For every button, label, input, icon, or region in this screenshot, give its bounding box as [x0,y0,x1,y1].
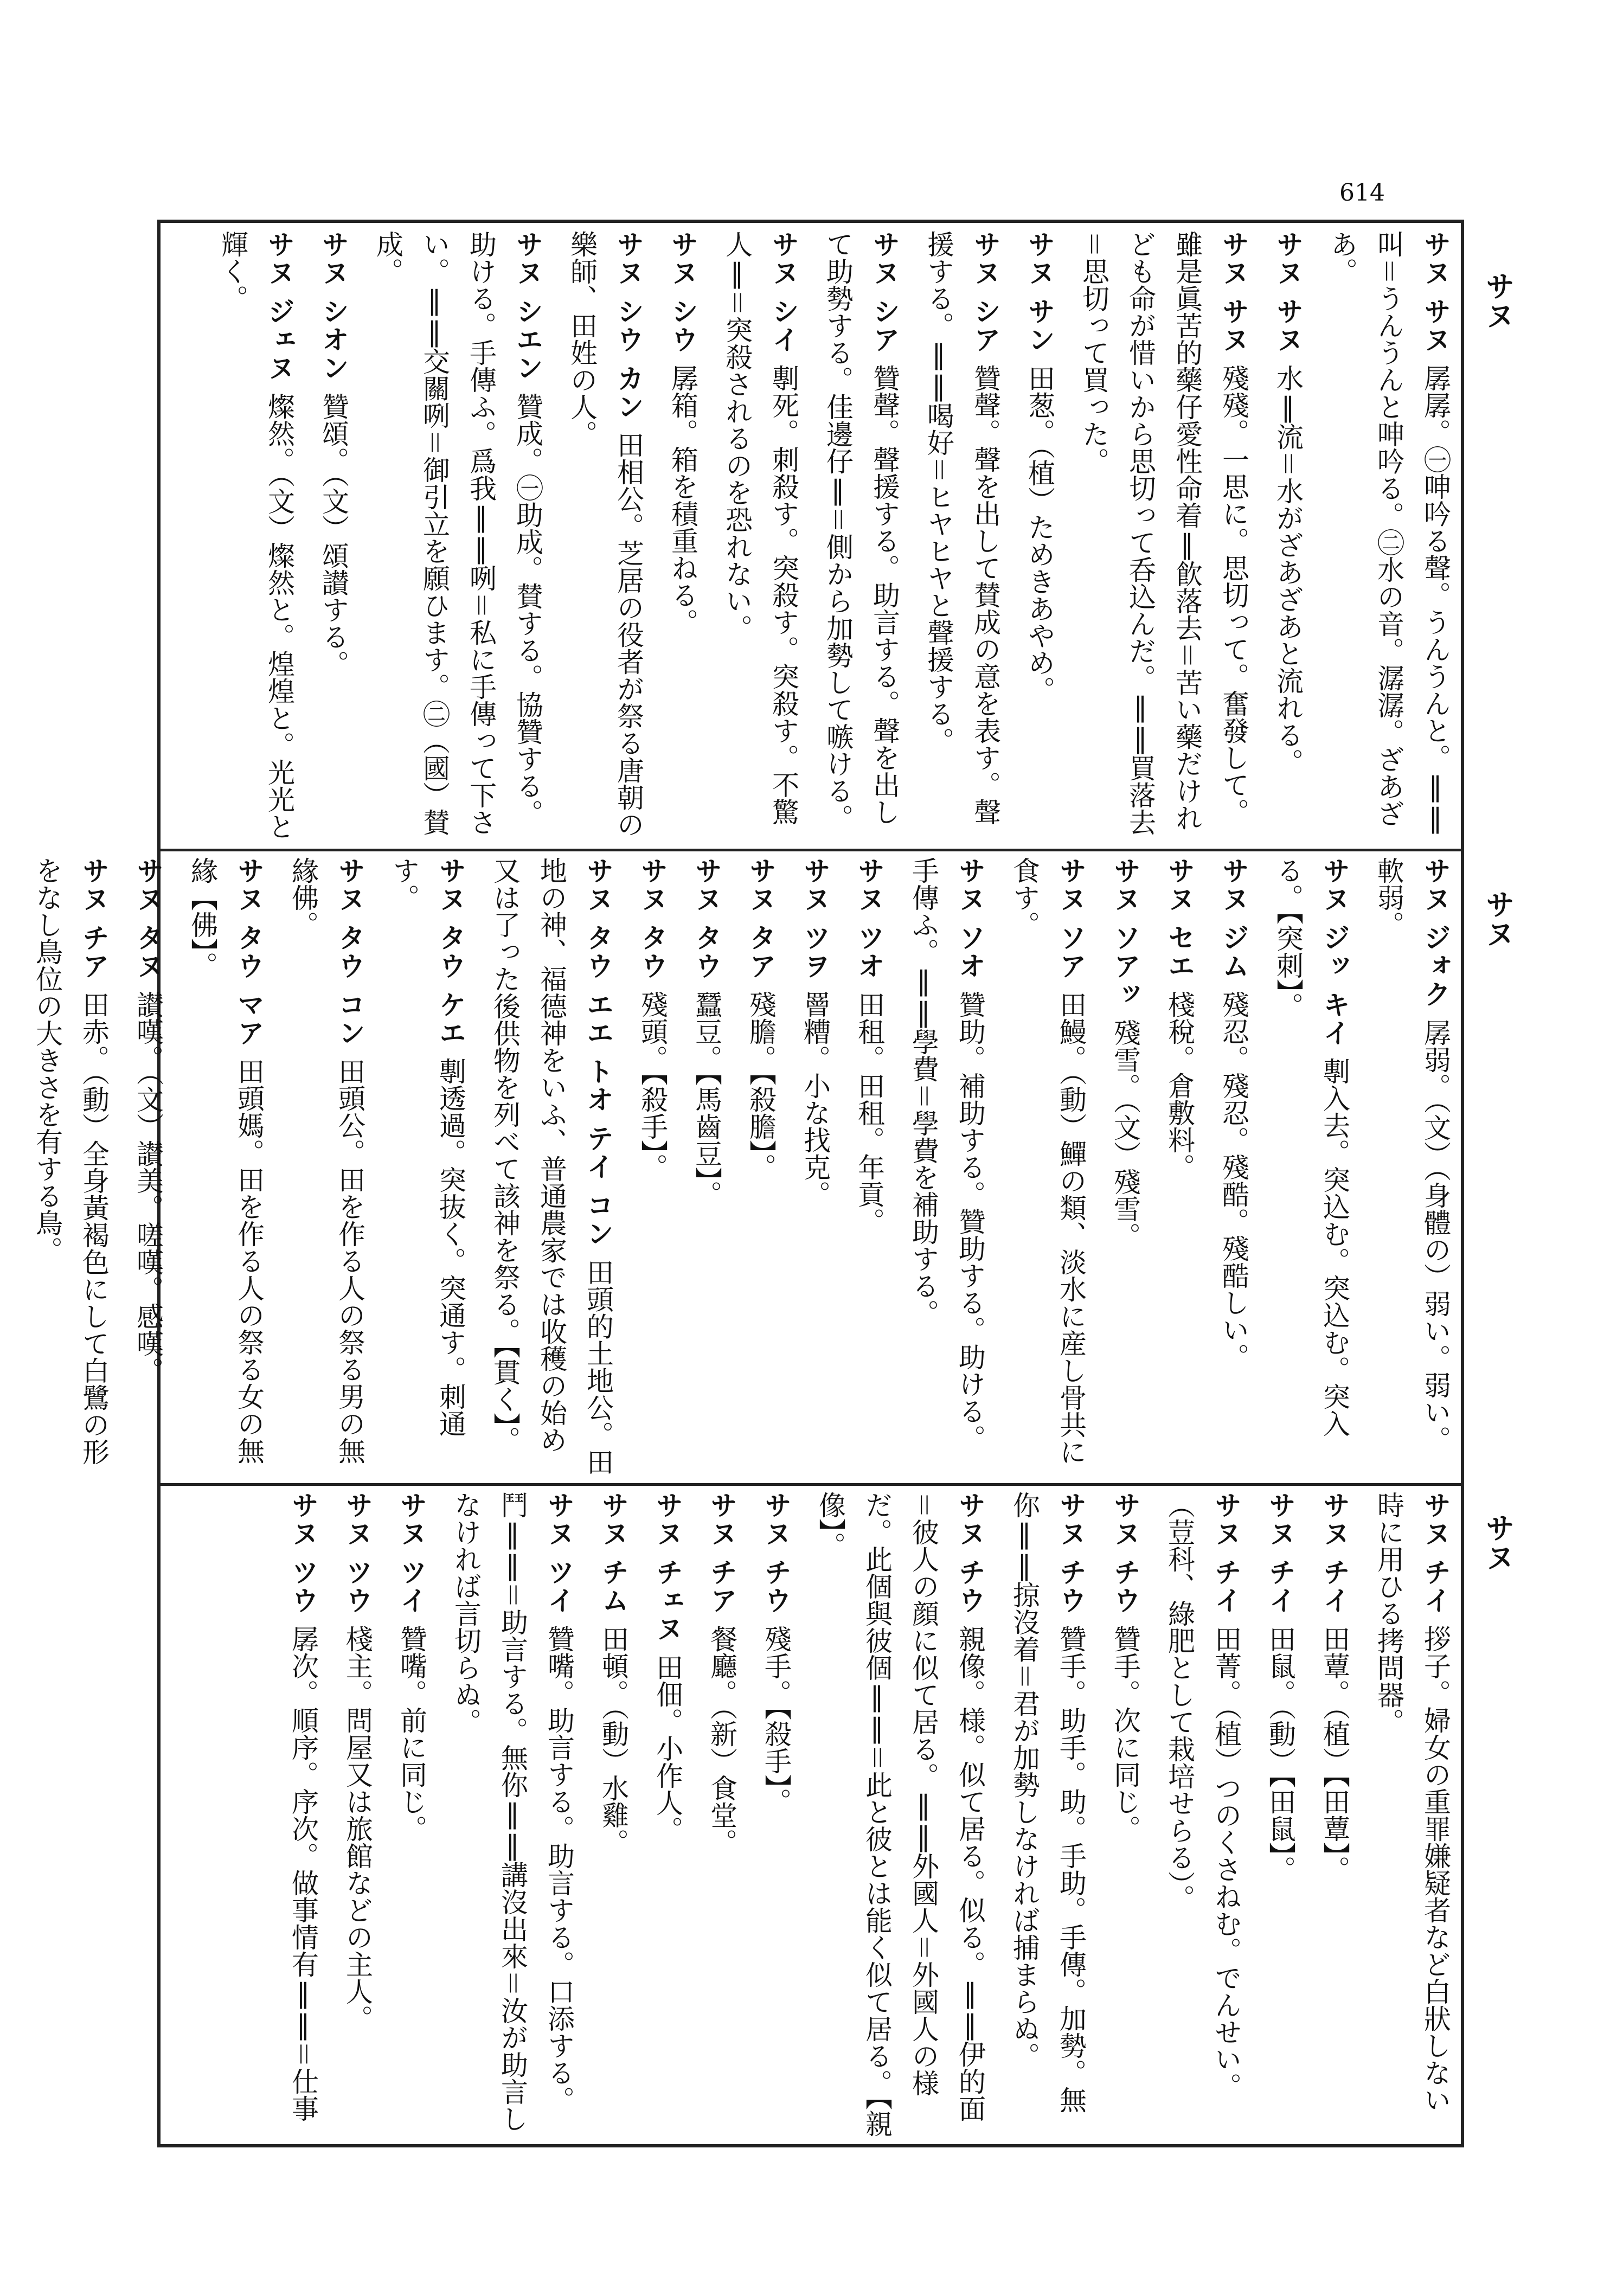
entry-definition: 棧主。問屋又は旅館などの主人。 [342,1625,373,2032]
entry-definition: 剸死。刺殺す。突殺す。突殺す。不驚人‖＝突殺されるのを恐れない。 [721,230,799,825]
entry-definition: 田頭公。田を作る人の祭る男の無緣佛。 [287,857,365,1465]
entry-headword-reading: サヌ チイ [1319,1491,1351,1625]
entry-definition: 贊助。補助する。贊助する。助ける。手傳ふ。‖‖學費＝學費を補助する。 [908,857,986,1452]
entry-headword-reading: サヌ セエ [1164,857,1196,991]
dictionary-entry [364,230,551,843]
entry-headword-reading: サヌ チウ [760,1491,792,1625]
entry-headword-reading: サヌ シウ カン [613,230,645,432]
entry-definition: 田頭媽。田を作る人の祭る女の無緣【佛】。 [187,857,265,1465]
entry-definition: 贊聲。聲を出して賛成の意を表す。聲援する。‖‖喝好＝ヒヤヒヤと聲援する。 [923,230,1001,825]
dictionary-entry [559,230,652,843]
entry-headword-reading: サヌ ジム [1218,857,1250,991]
dictionary-entry [310,230,357,843]
entry-headword-reading: サヌ シウ [667,230,699,364]
running-head-middle: サヌ [1481,889,1516,948]
entry-headword-reading: サヌ ツウ [342,1491,374,1625]
entry-definition: 罾糟。小な找克。 [799,990,831,1208]
entry-definition: 田鼠。（動）【田鼠】。 [1265,1625,1296,1883]
entry-definition: 田相公。芝居の役者が祭る唐朝の樂師、田姓の人。 [566,230,644,838]
entry-definition: 孱箱。箱を積重ねる。 [667,364,698,636]
entry-headword-reading: サヌ チウ [1109,1491,1141,1625]
dictionary-entry [1102,1491,1149,2139]
dictionary-entry [24,857,117,1478]
dictionary-entry [1156,857,1203,1478]
tier-divider-1 [157,849,1464,851]
entry-headword-reading: サヌ ソアッ [1109,857,1141,1019]
entry-headword-reading: サヌ ジェヌ [264,230,296,393]
running-head-bottom: サヌ [1481,1513,1516,1572]
dictionary-entry [644,1491,691,2139]
entry-headword-reading: サヌ ソア [1055,857,1087,991]
dictionary-entry [482,857,621,1478]
dictionary-entry [1365,1491,1459,2139]
entry-definition: 殘殘。一思に。思切って。奮發して。雖是眞苦的藥仔愛性命着‖飮落去＝苦い藥だけれども命が惜いから思切って呑込んだ。‖‖買落去＝思切って買った。 [1078,230,1249,836]
dictionary-entry [714,230,807,843]
dictionary-entry [814,230,908,843]
entry-headword-reading: サヌ タウ ケエ [435,857,467,1058]
entry-definition: 燦然。（文）燦然と。煌煌と。光光と輝く。 [217,230,295,840]
entry-definition: 田菁。（植）つのくさねむ。でんせい。（荳科、綠肥として栽培せらる）。 [1164,1491,1242,2100]
entry-definition: 殘忍。殘忍。殘酷。殘酷しい。 [1218,990,1249,1370]
entry-definition: 贊成。㊀助成。賛する。協贊する。助ける。手傳ふ。爲我‖‖咧＝私に手傳って下さい。‖‖交關咧＝御引立を願ひます。㊁（國）賛成。 [372,230,543,836]
entry-headword-reading: サヌ チム [598,1491,630,1625]
dictionary-entry [1070,230,1257,843]
entry-definition: 贊手。次に同じ。 [1109,1625,1141,1842]
entry-definition: 田赤。（動）全身黃褐色にして白鷺の形をなし鳥位の大きさを有する鳥。 [31,857,110,1465]
entry-headword-reading: サヌ タア [745,857,777,991]
dictionary-entry [1311,1491,1358,2139]
dictionary-entry [753,1491,799,2139]
entry-headword-reading: サヌ チイ [1265,1491,1297,1625]
entry-headword-reading: サヌ シオン [318,230,350,393]
dictionary-entry [209,230,303,843]
entry-headword-reading: サヌ チア [78,857,110,991]
entry-headword-reading: サヌ ジッ キイ [1319,857,1351,1058]
entry-definition: 讃嘆。（文）讃美。嗟嘆。感嘆。 [132,990,164,1384]
entry-definition: 贊嘴。前に同じ。 [396,1625,427,1842]
dictionary-entry [698,1491,745,2139]
dictionary-entry [846,857,893,1478]
entry-headword-reading: サヌ ツイ [543,1491,575,1625]
entry-headword-reading: サヌ サヌ [1218,230,1250,364]
entry-definition: 田佃。小作人。 [652,1653,683,1843]
dictionary-entry [1016,230,1063,843]
entry-definition: 剸透過。突抜く。突通す。刺通す。 [388,857,466,1438]
dictionary-entry [683,857,730,1478]
entry-headword-reading: サヌ チェヌ [652,1491,684,1653]
entry-definition: 贊手。助手。助。手助。手傳。加勢。無你‖‖掠沒着＝君が加勢しなければ捕まらぬ。 [1009,1491,1087,2113]
dictionary-entry [1319,230,1459,843]
dictionary-entry [442,1491,582,2139]
entry-headword-reading: サヌ チウ [954,1491,986,1625]
dictionary-entry [334,1491,381,2139]
entry-headword-reading: サヌ タウ マア [233,857,265,1058]
entry-headword-reading: サヌ タヌ [132,857,164,991]
entry-headword-reading: サヌ サン [1024,230,1056,364]
dictionary-entry [792,857,838,1478]
dictionary-entry [388,1491,435,2139]
dictionary-entry [915,230,1009,843]
tier-middle [31,857,1459,1478]
entry-definition: 田頓。（動）水雞。 [598,1625,629,1856]
dictionary-entry [1365,857,1459,1478]
entry-headword-reading: サヌ タウ コン [334,857,366,1058]
entry-definition: 餐廳。（新）食堂。 [706,1625,737,1856]
dictionary-entry [1265,230,1311,843]
entry-definition: 水‖流＝水がざあざあと流れる。 [1272,364,1304,775]
entry-definition: 殘手。【殺手】。 [760,1625,792,1815]
dictionary-entry [1001,857,1094,1478]
entry-headword-reading: サヌ ツヲ [799,857,831,991]
entry-definition: 田租。田租。年貢。 [854,990,885,1235]
entry-headword-reading: サヌ ソオ [954,857,986,991]
dictionary-entry [1265,857,1358,1478]
entry-headword-reading: サヌ シイ [768,230,800,364]
entry-definition: 孱孱。㊀呻吟る聲。うんうんと。‖‖叫＝うんうんと呻吟る。㊁水の音。潺潺。ざあざあ。 [1326,230,1451,834]
tier-divider-2 [157,1483,1464,1486]
entry-definition: 田葱。（植）ためきあやめ。 [1024,364,1055,703]
entry-definition: 拶子。婦女の重罪嫌疑者など白狀しない時に用ひる拷問器。 [1373,1491,1451,2113]
dictionary-entry [807,1491,993,2139]
entry-headword-reading: サヌ ツイ [396,1491,428,1625]
dictionary-entry [179,857,272,1478]
entry-definition: 蠶豆。【馬齒豆】。 [691,990,722,1208]
entry-definition: 孱弱。（文）（身體の）弱い。弱い。軟弱。 [1373,857,1451,1453]
dictionary-entry [1102,857,1149,1478]
entry-definition: 贊聲。聲援する。助言する。聲を出して助勢する。佳邊仔‖＝側から加勢して嗾ける。 [822,230,900,831]
dictionary-entry [659,230,706,843]
entry-headword-reading: サヌ シエン [512,230,544,393]
entry-headword-reading: サヌ タウ [691,857,723,991]
tier-top [163,230,1459,843]
entry-definition: 殘膽。【殺膽】。 [745,990,777,1181]
entry-definition: 殘雪。（文）殘雪。 [1109,1018,1141,1249]
entry-definition: 田頭的土地公。田地の神、福德神をいふ、普通農家では收穫の始め又は了った後供物を列べて該神を祭る。【貫く】。 [489,857,614,1476]
dictionary-entry [900,857,993,1478]
entry-definition: 田鰻。（動）鱓の類、淡水に産し骨共に食す。 [1009,857,1087,1465]
entry-headword-reading: サヌ シア [970,230,1002,364]
entry-headword-reading: サヌ ツオ [854,857,886,991]
entry-definition: 贊嘴。助言する。助言する。口添する。鬥‖‖＝助言する。無你‖‖講沒出來＝汝が助言しなければ言切らぬ。 [450,1491,575,2132]
dictionary-entry [280,1491,326,2139]
entry-headword-reading: サヌ サヌ [1272,230,1304,364]
entry-definition: 孱次。順序。序次。做事情有‖‖＝仕事 [287,1625,319,2122]
dictionary-entry [125,857,171,1478]
dictionary-entry [1210,857,1257,1478]
entry-definition: 親像。様。似て居る。似る。‖‖伊的面＝彼人の顔に似て居る。‖‖外國人＝外國人の様だ。此個與彼個‖‖＝此と彼とは能く似て居る。【親像】。 [814,1491,986,2137]
entry-headword-reading: サヌ ツウ [287,1491,319,1625]
entry-definition: 棧稅。倉敷料。 [1164,990,1195,1181]
tier-bottom [163,1491,1459,2139]
entry-headword-reading: サヌ チイ [1420,1491,1452,1625]
entry-headword-reading: サヌ シア [869,230,901,364]
entry-definition: 田蕈。（植）【田蕈】。 [1319,1625,1350,1883]
dictionary-entry [590,1491,637,2139]
entry-headword-reading: サヌ タウ エエ トオ テイ コン [582,857,614,1259]
dictionary-entry [1257,1491,1304,2139]
dictionary-entry [381,857,474,1478]
entry-headword-reading: サヌ タウ [637,857,669,991]
entry-headword-reading: サヌ ジォク [1420,857,1452,1019]
dictionary-entry [629,857,676,1478]
entry-definition: 殘頭。【殺手】。 [637,990,668,1181]
entry-headword-reading: サヌ チア [706,1491,738,1625]
page-number: 614 [1339,179,1385,207]
entry-definition: 贊頌。（文）頌讃する。 [318,392,349,677]
running-head-top: サヌ [1481,271,1516,330]
dictionary-entry [1156,1491,1249,2139]
entry-headword-reading: サヌ サヌ [1420,230,1452,364]
entry-definition: 剸入去。突込む。突込む。突入る。【突刺】。 [1272,857,1350,1438]
dictionary-entry [737,857,784,1478]
entry-headword-reading: サヌ チイ [1210,1491,1242,1625]
dictionary-entry [1001,1491,1094,2139]
entry-headword-reading: サヌ チウ [1055,1491,1087,1625]
dictionary-entry [280,857,373,1478]
